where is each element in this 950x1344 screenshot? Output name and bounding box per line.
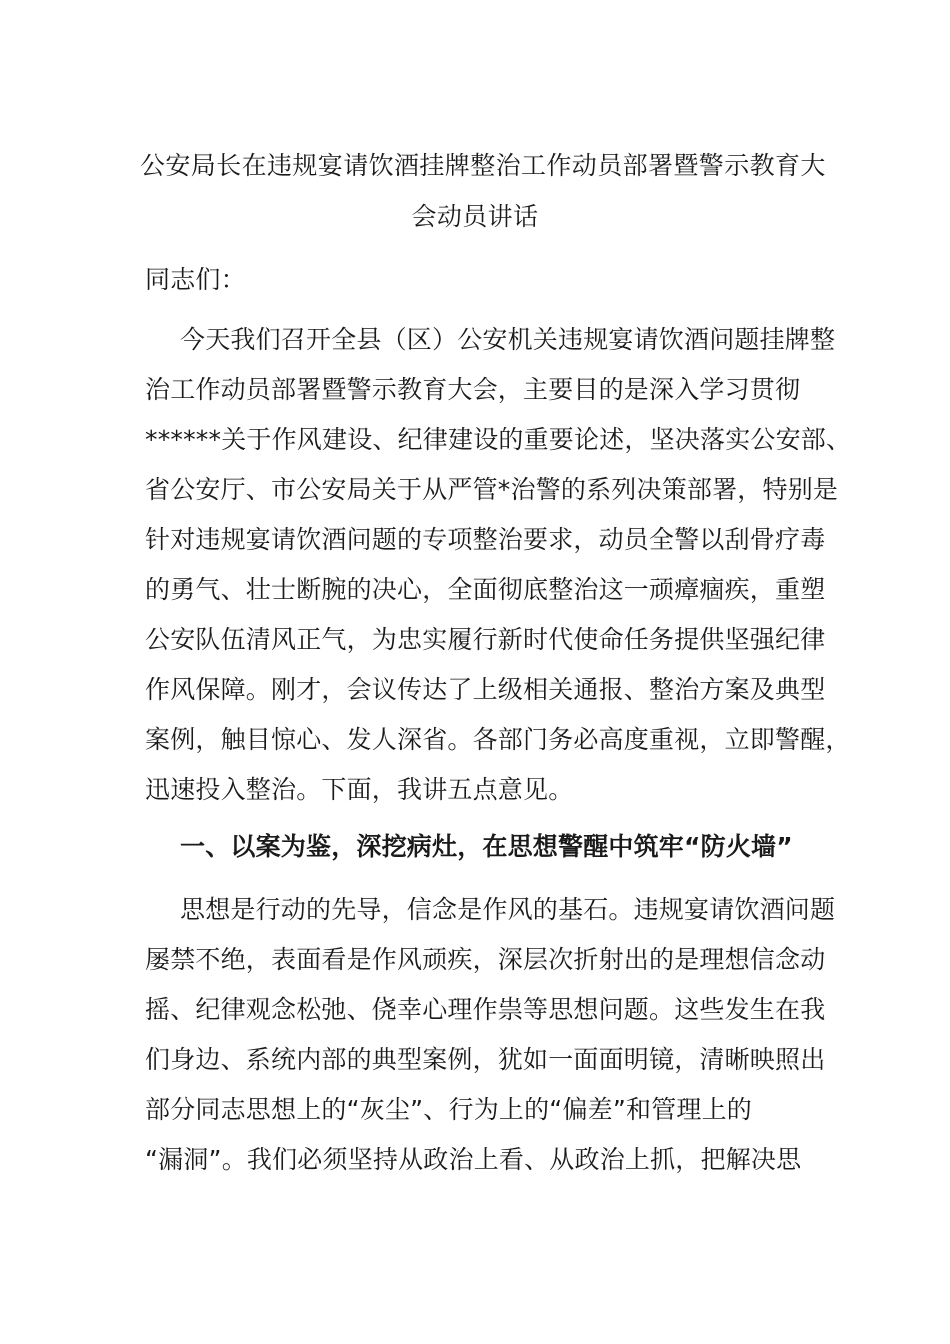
- paragraph-intro: [145, 315, 852, 815]
- section-heading-text: 一、以案为鉴，深挖病灶，在思想警醒中筑牢“防火墙”: [180, 832, 793, 861]
- title-line: 公安局长在违规宴请饮酒挂牌整治工作动员部署暨警示教育大: [140, 151, 826, 180]
- paragraph-line: 治工作动员部署暨警示教育大会，主要目的是深入学习贯彻: [145, 375, 801, 404]
- paragraph-line: “漏洞”。我们必须坚持从政治上看、从政治上抓，把解决思: [145, 1145, 802, 1174]
- paragraph-line: 思想是行动的先导，信念是作风的基石。违规宴请饮酒问题: [180, 895, 836, 924]
- paragraph-line: 针对违规宴请饮酒问题的专项整治要求，动员全警以刮骨疗毒: [145, 525, 826, 554]
- document-title: [140, 140, 826, 242]
- paragraph-line: 省公安厅、市公安局关于从严管*治警的系列决策部署，特别是: [145, 475, 839, 504]
- paragraph-line: 迅速投入整治。下面，我讲五点意见。: [145, 775, 574, 804]
- title-line: 会动员讲话: [411, 202, 539, 231]
- paragraph-line: 的勇气、壮士断腕的决心，全面彻底整治这一顽瘴痼疾，重塑: [145, 575, 826, 604]
- paragraph-line: 案例，触目惊心、发人深省。各部门务必高度重视，立即警醒，: [145, 725, 851, 754]
- section-heading: [145, 822, 810, 872]
- greeting: [145, 255, 810, 305]
- paragraph-line: 部分同志思想上的“灰尘”、行为上的“偏差”和管理上的: [145, 1095, 753, 1124]
- paragraph-line: 摇、纪律观念松弛、侥幸心理作祟等思想问题。这些发生在我: [145, 995, 826, 1024]
- paragraph-section1: [145, 885, 836, 1185]
- paragraph-line: 作风保障。刚才，会议传达了上级相关通报、整治方案及典型: [145, 675, 826, 704]
- paragraph-line: 们身边、系统内部的典型案例，犹如一面面明镜，清晰映照出: [145, 1045, 826, 1074]
- paragraph-line: 公安队伍清风正气，为忠实履行新时代使命任务提供坚强纪律: [145, 625, 826, 654]
- paragraph-line: ******关于作风建设、纪律建设的重要论述，坚决落实公安部、: [145, 425, 852, 454]
- greeting-text: 同志们：: [145, 265, 246, 294]
- paragraph-line: 屡禁不绝，表面看是作风顽疾，深层次折射出的是理想信念动: [145, 945, 826, 974]
- paragraph-line: 今天我们召开全县（区）公安机关违规宴请饮酒问题挂牌整: [180, 325, 836, 354]
